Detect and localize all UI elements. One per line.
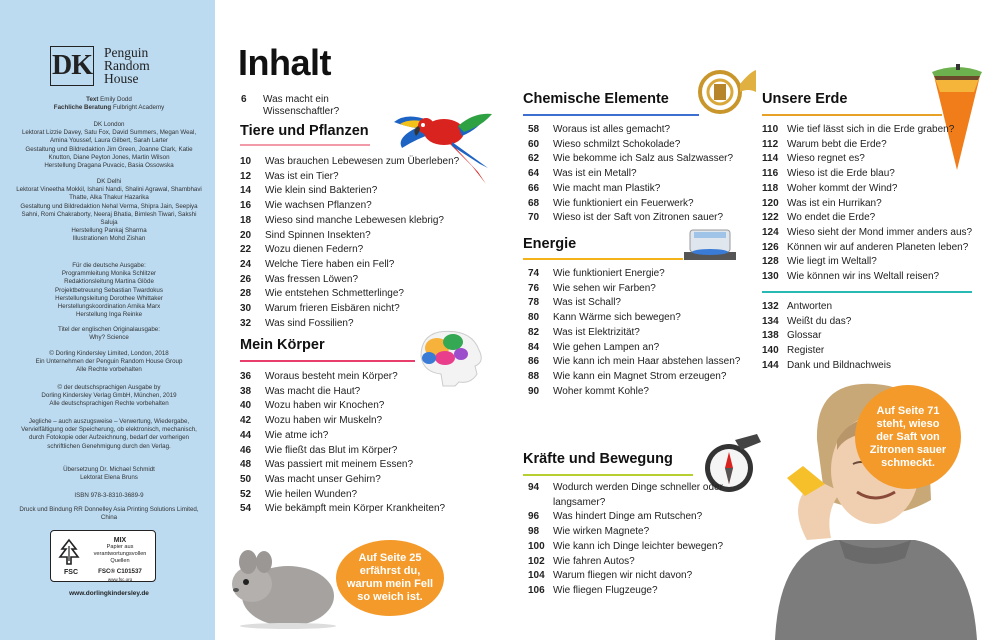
toc-entry-title: Wie fahren Autos?: [553, 555, 635, 567]
toc-entry[interactable]: [528, 197, 743, 212]
toc-entry[interactable]: [762, 167, 992, 182]
original-title: Titel der englischen Originalausgabe: Why? Science: [58, 326, 160, 342]
toc-entry-title: Wie können wir ins Weltall reisen?: [787, 271, 940, 283]
toc-entry[interactable]: [528, 296, 743, 311]
toc-page-number: 110: [762, 124, 779, 135]
toc-entry[interactable]: [528, 481, 743, 510]
toc-page-number: 12: [240, 170, 252, 182]
toc-entry[interactable]: [528, 282, 743, 297]
toc-entry[interactable]: [762, 211, 992, 226]
section-heading-chemie: Chemische Elemente: [523, 91, 669, 107]
toc-entry[interactable]: [240, 488, 480, 503]
toc-page-number: 68: [528, 197, 540, 209]
toc-entry[interactable]: [240, 414, 480, 429]
horn-illustration: [688, 62, 758, 120]
toc-entry[interactable]: [762, 329, 992, 344]
website-link[interactable]: www.dorlingkindersley.de: [69, 590, 149, 597]
toc-entry[interactable]: [762, 152, 992, 167]
toc-entry[interactable]: [240, 385, 480, 400]
toc-entry-title: Wo endet die Erde?: [787, 212, 876, 224]
toc-entry-title: Wozu dienen Federn?: [265, 244, 364, 256]
toc-page-number: 54: [240, 503, 252, 515]
toc-entry-title: Wie kann ich mein Haar abstehen lassen?: [553, 356, 741, 368]
toc-page-number: 122: [762, 212, 779, 224]
toc-page-number: 46: [240, 444, 252, 456]
toc-entry[interactable]: [528, 584, 743, 599]
toc-page-number: 64: [528, 168, 540, 180]
toc-entry[interactable]: [762, 270, 992, 285]
legal-notice: Jegliche – auch auszugsweise – Verwertung, Wiedergabe, Vervielfältigung oder Speicherung, ob elektronisch, mechanisch, durch Fotokopie oder Aufzeichnung, bedarf der vorherigen schriftlichen Genehmigung durch den Verlag.: [21, 418, 197, 450]
toc-page-number: 140: [762, 345, 779, 357]
toc-entry[interactable]: [240, 429, 480, 444]
toc-page-number: 88: [528, 370, 540, 382]
section-heading-kraefte: Kräfte und Bewegung: [523, 451, 673, 467]
toc-entry[interactable]: [528, 341, 743, 356]
toc-page-number: 48: [240, 459, 252, 471]
speech-bubble-girl: Auf Seite 71 steht, wieso der Saft von Zitronen sauer schmeckt.: [855, 385, 961, 489]
toc-page-number: 18: [240, 214, 252, 226]
dk-logo: DK: [50, 46, 94, 86]
toc-page-number: 20: [240, 229, 252, 241]
toc-page-number: 76: [528, 282, 540, 294]
publisher-name: Penguin Random House: [104, 45, 150, 86]
credits-top: Text Emily Dodd Fachliche Beratung Fulbright Academy: [53, 96, 165, 112]
toc-page-number: 50: [240, 473, 252, 485]
toc-entry[interactable]: [762, 315, 992, 330]
toc-page-number: 90: [528, 385, 540, 397]
toc-entry[interactable]: [240, 473, 480, 488]
toc-entry-title: Wie kann ein Magnet Strom erzeugen?: [553, 370, 727, 382]
toc-page-number: 94: [528, 482, 540, 493]
toc-entry-title: Wie fliegen Flugzeuge?: [553, 584, 658, 596]
toc-page-number: 82: [528, 326, 540, 338]
toc-entry-title: Dank und Bildnachweis: [787, 359, 891, 371]
toc-entry[interactable]: [762, 241, 992, 256]
copyright-de: © der deutschsprachigen Ausgabe by Dorling Kindersley Verlag GmbH, München, 2019 Alle deutschsprachigen Rechte vorbehalten: [41, 384, 177, 408]
toc-entry-title: Wie gehen Lampen an?: [553, 341, 660, 353]
toc-entry-title: Was brauchen Lebewesen zum Überleben?: [265, 156, 460, 167]
toc-entry[interactable]: [240, 273, 480, 288]
toc-page-number: 118: [762, 182, 779, 194]
toc-entry[interactable]: [528, 182, 743, 197]
toc-entry-title: Was passiert mit meinem Essen?: [265, 459, 414, 471]
toc-entry-title: Was ist ein Tier?: [265, 170, 339, 182]
toc-entry[interactable]: [762, 197, 992, 212]
page-title: Inhalt: [238, 42, 331, 83]
toc-entry-title: Kann Wärme sich bewegen?: [553, 312, 681, 324]
toc-entry-title: Wie fließt das Blut im Körper?: [265, 444, 398, 456]
toc-page-number: 100: [528, 540, 545, 552]
toc-entry-title: Warum frieren Eisbären nicht?: [265, 303, 400, 315]
toc-page-number: 80: [528, 312, 540, 324]
chinchilla-illustration: [222, 540, 342, 630]
toc-entry[interactable]: [762, 344, 992, 359]
toc-entry[interactable]: [240, 155, 480, 170]
toc-list-anhang: [762, 300, 992, 374]
toc-entry-title: Glossar: [787, 330, 822, 342]
toc-page-number: 36: [240, 371, 252, 382]
toc-entry[interactable]: [240, 370, 480, 385]
toc-page-number: 134: [762, 315, 779, 327]
toc-entry[interactable]: [240, 287, 480, 302]
toc-entry[interactable]: [240, 458, 480, 473]
toc-entry-title: Wie wirken Magnete?: [553, 526, 650, 538]
toc-page-number: 84: [528, 341, 540, 353]
toc-entry-title: Woher kommt Kohle?: [553, 385, 649, 397]
toc-entry[interactable]: [240, 170, 480, 185]
toc-entry-title: Wozu haben wir Muskeln?: [265, 415, 383, 427]
toc-page-number: 60: [528, 138, 540, 150]
toc-page-number: 22: [240, 244, 252, 256]
toc-page-number: 98: [528, 526, 540, 538]
toc-entry[interactable]: [240, 243, 480, 258]
toc-list-kraefte: [528, 481, 743, 599]
toc-page-number: 52: [240, 488, 252, 500]
section-heading-koerper: Mein Körper: [240, 337, 325, 353]
toc-page-number: 74: [528, 268, 540, 279]
toc-entry[interactable]: [240, 302, 480, 317]
toc-entry[interactable]: [240, 214, 480, 229]
toc-list-erde: [762, 123, 992, 285]
toc-entry[interactable]: [762, 182, 992, 197]
toc-entry-title: Wie bekomme ich Salz aus Salzwasser?: [553, 153, 734, 165]
toc-entry-title: Woraus besteht mein Körper?: [265, 371, 398, 382]
toc-entry-title: Was sind Fossilien?: [265, 317, 354, 329]
toc-page-number: 124: [762, 226, 779, 238]
toc-entry[interactable]: [240, 258, 480, 273]
credits-dk-london: DK London Lektorat Lizzie Davey, Satu Fox, David Summers, Megan Weal, Amina Youssef, Laura Gilbert, Sarah Larter Gestaltung und Bildredaktion Jim Green, Joanne Clark, Katie Knutton, Diane Peyton Jones, Martin Wilson Herstellung Dragana Puvacic, Basia Ossowska: [21, 121, 197, 170]
toc-entry-title: Wie funktioniert Energie?: [553, 268, 665, 279]
toc-entry-title: Warum bebt die Erde?: [787, 138, 887, 150]
toc-entry[interactable]: [528, 123, 743, 138]
fsc-text-label: FSC: [64, 569, 78, 576]
section-rule-koerper: [240, 360, 415, 362]
toc-entry[interactable]: [528, 569, 743, 584]
toc-entry[interactable]: [240, 199, 480, 214]
section-rule-energie: [523, 258, 683, 260]
isbn: ISBN 978-3-8310-3689-9: [74, 492, 144, 499]
toc-entry-title: Wie tief lässt sich in die Erde graben?: [787, 124, 955, 135]
toc-page-number: 6: [241, 94, 247, 105]
toc-page-number: 24: [240, 258, 252, 270]
print-info: Druck und Bindung RR Donnelley Asia Printing Solutions Limited, China: [19, 506, 199, 522]
toc-entry-title: Wie liegt im Weltall?: [787, 256, 877, 268]
toc-entry-title: Wodurch werden Dinge schneller oder langsamer?: [553, 482, 723, 508]
section-heading-tiere: Tiere und Pflanzen: [240, 123, 369, 139]
toc-entry-title: Was hindert Dinge am Rutschen?: [553, 511, 703, 523]
fsc-text: MIX Papier aus verantwortungsvollen Quellen FSC® C101537 www.fsc.org: [93, 537, 147, 582]
toc-entry[interactable]: [762, 255, 992, 270]
toc-entry-title: Woher kommt der Wind?: [787, 182, 898, 194]
toc-entry-title: Welche Tiere haben ein Fell?: [265, 258, 395, 270]
toc-page-number: 144: [762, 359, 779, 371]
toc-entry[interactable]: [528, 311, 743, 326]
toc-page-number: 40: [240, 400, 252, 412]
toc-entry[interactable]: [528, 355, 743, 370]
toc-page-number: 128: [762, 256, 779, 268]
fsc-tree-icon: [56, 537, 82, 567]
toc-entry[interactable]: [528, 385, 743, 400]
toc-entry-title: Wie bekämpft mein Körper Krankheiten?: [265, 503, 446, 515]
toc-entry-title: Wie funktioniert ein Feuerwerk?: [553, 197, 694, 209]
toc-page-number: 66: [528, 182, 540, 194]
toc-page-number: 126: [762, 241, 779, 253]
toc-list-energie: [528, 267, 743, 399]
toc-entry-title: Wieso sind manche Lebewesen klebrig?: [265, 214, 444, 226]
toc-page-number: 114: [762, 153, 779, 165]
toc-entry-title: Was ist ein Metall?: [553, 168, 637, 180]
toc-page-number: 26: [240, 273, 252, 285]
toc-entry-title: Wie klein sind Bakterien?: [265, 185, 378, 197]
toc-entry-title: Weißt du das?: [787, 315, 852, 327]
toc-entry[interactable]: [528, 167, 743, 182]
toc-page-number: 42: [240, 415, 252, 427]
toc-entry[interactable]: [762, 300, 992, 315]
section-rule-tiere: [240, 144, 370, 146]
toc-list-tiere: [240, 155, 480, 331]
toc-list-koerper: [240, 370, 480, 517]
toc-entry-title: Warum fliegen wir nicht davon?: [553, 570, 693, 582]
toc-entry[interactable]: [528, 370, 743, 385]
toc-entry[interactable]: [528, 510, 743, 525]
toc-entry-title: Was ist ein Hurrikan?: [787, 197, 882, 209]
toc-entry[interactable]: [240, 184, 480, 199]
toc-entry[interactable]: [240, 399, 480, 414]
toc-page-number: 102: [528, 555, 545, 567]
toc-page-number: 28: [240, 288, 252, 300]
toc-entry[interactable]: [762, 123, 992, 138]
toc-page-number: 132: [762, 301, 779, 312]
toc-page-number: 120: [762, 197, 779, 209]
toc-page-number: 30: [240, 303, 252, 315]
toc-page-number: 16: [240, 200, 252, 212]
toc-entry-title: Wie heilen Wunden?: [265, 488, 358, 500]
toc-entry-title: Wie atme ich?: [265, 429, 329, 441]
toc-entry-lead[interactable]: [241, 94, 353, 118]
toc-entry-title: Was macht die Haut?: [265, 385, 361, 397]
toc-entry-title: Register: [787, 345, 825, 357]
toc-entry-title: Können wir auf anderen Planeten leben?: [787, 241, 969, 253]
section-rule-erde: [762, 114, 942, 116]
credits-german: Für die deutsche Ausgabe: Programmleitung Monika Schlitzer Redaktionsleitung Martina Glöde Projektbetreuung Sebastian Twardokus Herstellungsleitung Dorothee Whittaker Herstellungskoordination Arnika Marx Herstellung Inga Reinke: [55, 262, 163, 319]
toc-entry-title: Was macht ein Wissenschaftler?: [263, 94, 340, 117]
credits-dk-delhi: DK Delhi Lektorat Vineetha Mokkil, Ishani Nandi, Shalini Agrawal, Shambhavi Thatte, Alka Thakur Hazarika Gestaltung und Bildredaktion Nehal Verma, Shipra Jain, Seepiya Sahni, Romi Chakraborty, Neeraj Bhatia, Bimlesh Tiwari, Sakshi Saluja Herstellung Pankaj Sharma Illustrationen Mohd Zishan: [16, 178, 202, 243]
toc-page-number: 38: [240, 385, 252, 397]
toc-entry[interactable]: [528, 540, 743, 555]
toc-entry-title: Wieso ist der Saft von Zitronen sauer?: [553, 212, 724, 224]
toc-entry[interactable]: [528, 525, 743, 540]
toc-page-number: 96: [528, 511, 540, 523]
toc-entry-title: Wieso sieht der Mond immer anders aus?: [787, 226, 973, 238]
toc-page-number: 106: [528, 584, 545, 596]
toc-entry-title: Wie wachsen Pflanzen?: [265, 200, 372, 212]
toc-list-chemie: [528, 123, 743, 226]
section-rule-anhang: [762, 291, 972, 293]
toc-page-number: 130: [762, 271, 779, 283]
toc-entry[interactable]: [240, 502, 480, 517]
toc-page-number: 14: [240, 185, 252, 197]
toc-entry-title: Wieso schmilzt Schokolade?: [553, 138, 681, 150]
toc-entry[interactable]: [240, 444, 480, 459]
toc-entry[interactable]: [528, 267, 743, 282]
translation-credits: Übersetzung Dr. Michael Schmidt Lektorat Elena Bruns: [63, 466, 155, 482]
speech-bubble-chinchilla: Auf Seite 25 erfährst du, warum mein Fell so weich ist.: [336, 540, 444, 616]
toc-entry[interactable]: [528, 138, 743, 153]
toc-entry[interactable]: [528, 326, 743, 341]
fsc-label-box: [50, 530, 156, 582]
section-heading-energie: Energie: [523, 236, 577, 252]
copyright-uk: © Dorling Kindersley Limited, London, 2018 Ein Unternehmen der Penguin Random House Group Alle Rechte vorbehalten: [35, 350, 183, 374]
section-rule-kraefte: [523, 474, 693, 476]
toc-entry[interactable]: [528, 555, 743, 570]
section-rule-chemie: [523, 114, 699, 116]
toc-entry-title: Woraus ist alles gemacht?: [553, 124, 671, 135]
toc-page-number: 138: [762, 330, 779, 342]
toc-entry[interactable]: [762, 226, 992, 241]
toc-page-number: 62: [528, 153, 540, 165]
toc-page-number: 44: [240, 429, 252, 441]
toc-entry[interactable]: [762, 138, 992, 153]
toc-entry[interactable]: [240, 229, 480, 244]
toc-entry[interactable]: [762, 359, 992, 374]
burner-illustration: [680, 222, 740, 262]
toc-entry-title: Wozu haben wir Knochen?: [265, 400, 385, 412]
toc-entry-title: Was ist Schall?: [553, 297, 621, 309]
toc-entry-title: Was fressen Löwen?: [265, 273, 359, 285]
toc-page-number: 10: [240, 156, 252, 167]
section-heading-erde: Unsere Erde: [762, 91, 848, 107]
toc-entry-title: Antworten: [787, 301, 833, 312]
toc-entry-title: Wie entstehen Schmetterlinge?: [265, 288, 404, 300]
toc-entry-title: Wie sehen wir Farben?: [553, 282, 656, 294]
toc-entry-title: Wie macht man Plastik?: [553, 182, 661, 194]
toc-page-number: 116: [762, 168, 779, 180]
toc-entry-title: Wieso ist die Erde blau?: [787, 168, 895, 180]
toc-page-number: 58: [528, 124, 540, 135]
toc-page-number: 104: [528, 570, 545, 582]
imprint-column: [0, 0, 215, 640]
toc-page-number: 70: [528, 212, 540, 224]
toc-entry[interactable]: [528, 152, 743, 167]
toc-page-number: 112: [762, 138, 779, 150]
toc-entry-title: Was ist Elektrizität?: [553, 326, 640, 338]
toc-page-number: 32: [240, 317, 252, 329]
toc-entry-title: Wie kann ich Dinge leichter bewegen?: [553, 540, 724, 552]
toc-entry-title: Sind Spinnen Insekten?: [265, 229, 371, 241]
toc-entry-title: Was macht unser Gehirn?: [265, 473, 381, 485]
toc-page-number: 78: [528, 297, 540, 309]
toc-entry-title: Wieso regnet es?: [787, 153, 865, 165]
toc-page-number: 86: [528, 356, 540, 368]
